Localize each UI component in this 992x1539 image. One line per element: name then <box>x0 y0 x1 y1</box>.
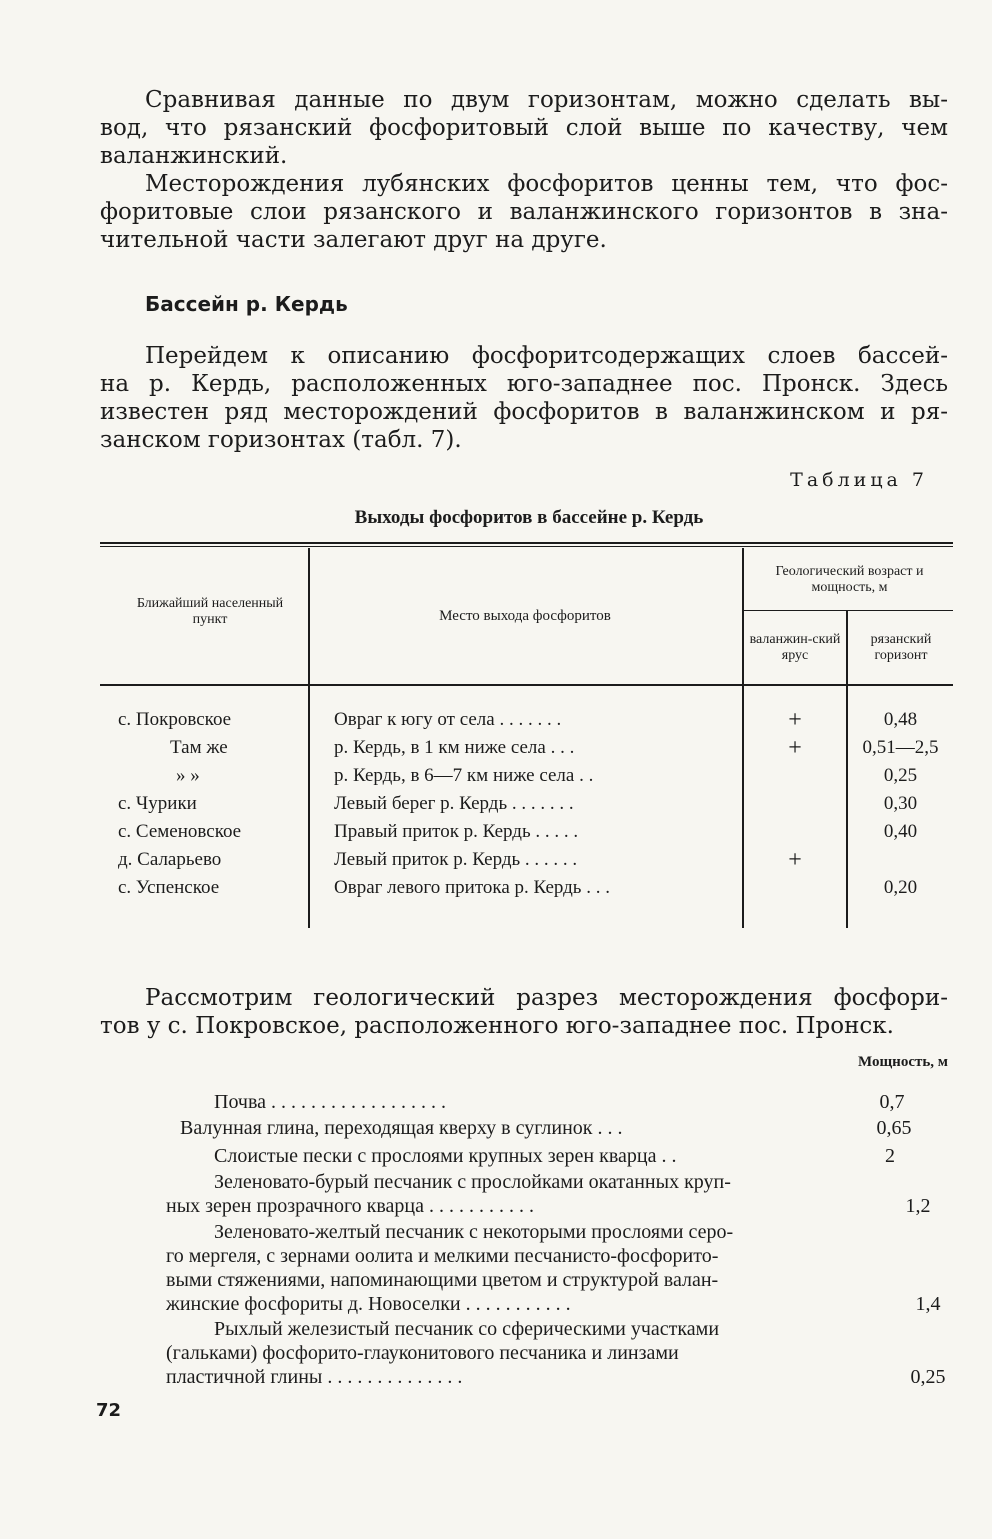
layer-text: Слоистые пески с прослоями крупных зерен кварца . . <box>214 1145 677 1167</box>
layer-ferruginous-sandstone <box>166 1317 946 1389</box>
table-top-rule <box>100 542 953 544</box>
paragraph-line: известен ряд месторождений фосфоритов в валанжинском и ря- <box>100 399 948 425</box>
table-top-rule-thin <box>100 546 953 547</box>
cell-settlement: д. Саларьево <box>118 849 222 870</box>
layer-text: выми стяжениями, напоминающими цветом и структурой валан- <box>166 1269 719 1291</box>
layer-yellow-sandstone <box>166 1220 941 1316</box>
cell-ryazan: 0,48 <box>883 709 918 730</box>
cell-valanginian: + <box>788 707 802 733</box>
header-location: Место выхода фосфоритов <box>439 608 611 624</box>
cell-ryazan: 0,40 <box>883 821 918 842</box>
table-row <box>100 734 953 762</box>
paragraph-line: тов у с. Покровское, расположенного юго-западнее пос. Пронск. <box>100 1013 894 1039</box>
page-number: 72 <box>96 1400 122 1421</box>
table-row <box>100 706 953 734</box>
cell-location: Овраг левого притока р. Кердь . . . <box>334 877 610 898</box>
table-row <box>100 762 953 790</box>
phosphorite-table <box>100 540 953 930</box>
header-settlement: Ближайший населенный пункт <box>136 596 284 627</box>
paragraph-2 <box>100 170 948 254</box>
layer-text: го мергеля, с зернами оолита и мелкими песчанисто-фосфорито- <box>166 1245 719 1267</box>
cell-location: Левый берег р. Кердь . . . . . . . <box>334 793 574 814</box>
cell-location: р. Кердь, в 6—7 км ниже села . . <box>334 765 594 786</box>
table-row <box>100 874 953 902</box>
layer-thickness: 1,4 <box>915 1293 941 1315</box>
layer-thickness: 2 <box>885 1145 895 1167</box>
section-heading: Бассейн р. Кердь <box>145 292 348 316</box>
paragraph-line: Сравнивая данные по двум горизонтам, можно сделать вы- <box>145 87 948 113</box>
paragraph-line: вод, что рязанский фосфоритовый слой выше по качеству, чем <box>100 115 948 141</box>
paragraph-3 <box>100 342 948 454</box>
cell-settlement: с. Чурики <box>118 793 197 814</box>
cell-settlement: с. Покровское <box>118 709 232 730</box>
paragraph-4 <box>100 984 948 1040</box>
cell-valanginian: + <box>788 735 802 761</box>
paragraph-line: Рассмотрим геологический разрез месторождения фосфори- <box>145 985 948 1011</box>
table-row <box>100 790 953 818</box>
header-geologic-age: Геологический возраст и мощность, м <box>775 564 924 595</box>
layer-text: (гальками) фосфорито-глауконитового песчаника и линзами <box>166 1342 679 1364</box>
paragraph-line: Перейдем к описанию фосфоритсодержащих слоев бассей- <box>145 343 948 369</box>
cell-ryazan: 0,25 <box>883 765 918 786</box>
paragraph-1 <box>100 86 948 170</box>
table-row <box>100 818 953 846</box>
cell-settlement: с. Семеновское <box>118 821 242 842</box>
header-valanginian: валанжин-ский ярус <box>749 632 841 663</box>
table-label: Таблица 7 <box>790 469 928 491</box>
layer-brown-sandstone <box>166 1170 931 1218</box>
layer-soil <box>214 1090 905 1114</box>
thickness-column-header: Мощность, м <box>858 1054 948 1070</box>
layer-thickness: 1,2 <box>905 1195 931 1217</box>
layer-text: Рыхлый железистый песчаник со сферическими участками <box>214 1318 720 1340</box>
cell-settlement: с. Успенское <box>118 877 220 898</box>
layer-text: пластичной глины . . . . . . . . . . . . . . <box>166 1366 463 1388</box>
cell-settlement: Там же <box>170 737 228 758</box>
paragraph-line: валанжинский. <box>100 143 288 169</box>
table-title: Выходы фосфоритов в бассейне р. Кердь <box>354 507 704 528</box>
paragraph-line: Месторождения лубянских фосфоритов ценны тем, что фос- <box>145 171 948 197</box>
cell-ryazan: 0,20 <box>883 877 918 898</box>
layer-boulder-clay <box>180 1116 912 1140</box>
cell-ryazan: 0,30 <box>883 793 918 814</box>
paragraph-line: на р. Кердь, расположенных юго-западнее пос. Пронск. Здесь <box>100 371 948 397</box>
layer-text: жинские фосфориты д. Новоселки . . . . . . . . . . . <box>166 1293 571 1315</box>
paragraph-line: занском горизонтах (табл. 7). <box>100 427 462 453</box>
cell-settlement: » » <box>176 765 200 786</box>
layer-thickness: 0,7 <box>879 1091 905 1113</box>
group-subrule <box>743 610 953 611</box>
cell-location: Овраг к югу от села . . . . . . . <box>334 709 562 730</box>
layer-thickness: 0,65 <box>876 1117 912 1139</box>
layer-text: Зеленовато-желтый песчаник с некоторыми прослоями серо- <box>214 1221 734 1243</box>
cell-location: р. Кердь, в 1 км ниже села . . . <box>334 737 575 758</box>
layer-text: Валунная глина, переходящая кверху в суглинок . . . <box>180 1117 623 1139</box>
layer-thickness: 0,25 <box>910 1366 946 1388</box>
table-row <box>100 846 953 874</box>
cell-ryazan: 0,51—2,5 <box>862 737 939 758</box>
layer-sands <box>214 1144 895 1168</box>
paragraph-line: чительной части залегают друг на друге. <box>100 227 607 253</box>
header-bottom-rule <box>100 684 953 686</box>
cell-location: Правый приток р. Кердь . . . . . <box>334 821 579 842</box>
layer-text: ных зерен прозрачного кварца . . . . . . . . . . . <box>166 1195 534 1217</box>
paragraph-line: форитовые слои рязанского и валанжинского горизонтов в зна- <box>100 199 948 225</box>
cell-location: Левый приток р. Кердь . . . . . . <box>334 849 578 870</box>
layer-text: Зеленовато-бурый песчаник с прослойками окатанных круп- <box>214 1171 731 1193</box>
cell-valanginian: + <box>788 847 802 873</box>
header-ryazan: рязанский горизонт <box>870 632 932 663</box>
layer-text: Почва . . . . . . . . . . . . . . . . . . <box>214 1091 447 1113</box>
